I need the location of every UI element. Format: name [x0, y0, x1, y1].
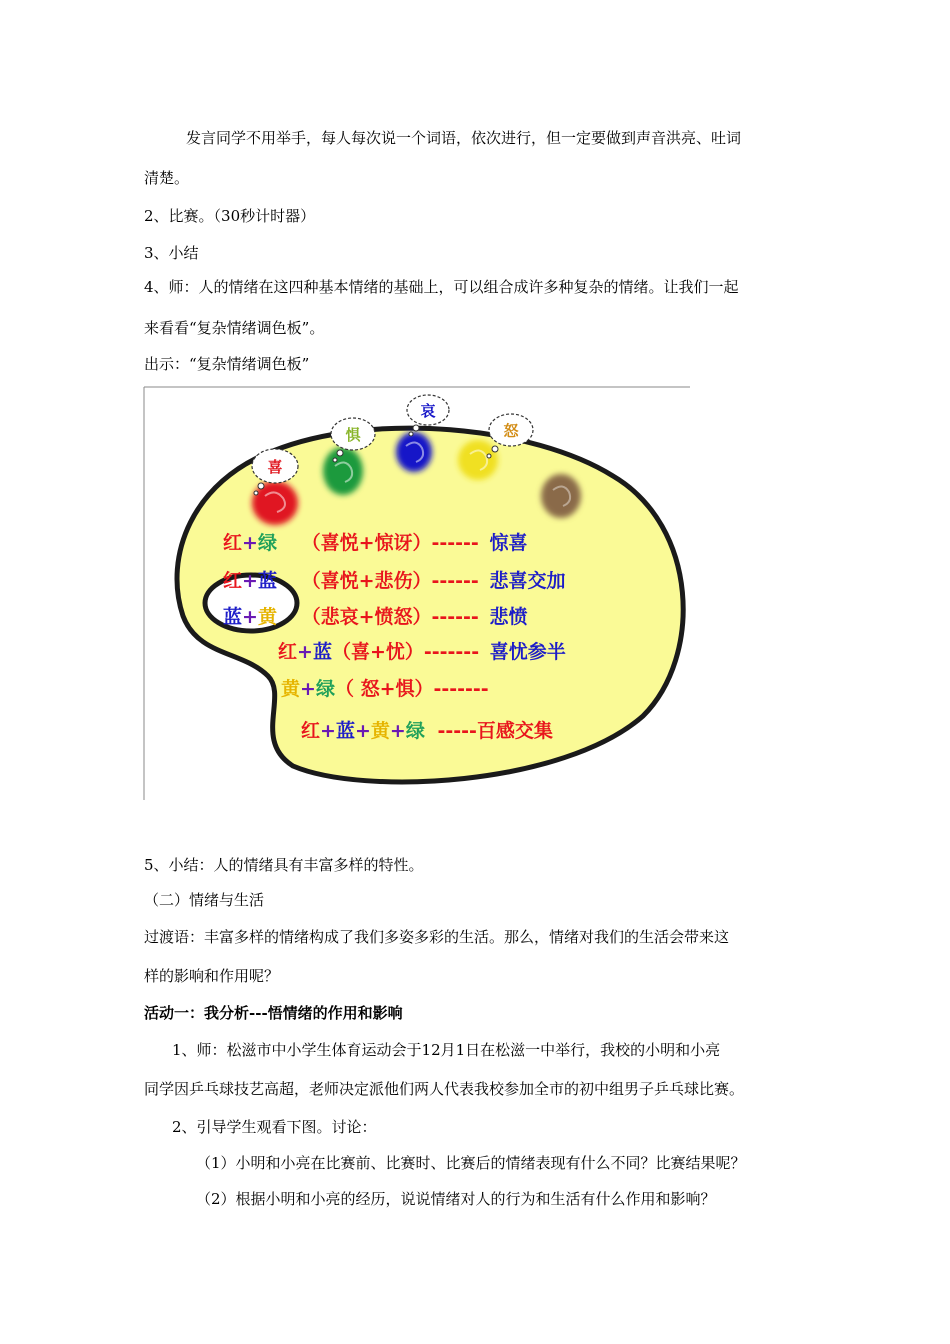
- bubble-label-fear: 惧: [345, 426, 361, 444]
- palette-row-5: [281, 677, 489, 701]
- emotion-result: 百感交集: [476, 720, 553, 742]
- paragraph-activity-1-line2: 同学因乒乓球技艺高超，老师决定派他们两人代表我校参加全市的初中组男子乒乓球比赛。: [144, 1080, 745, 1098]
- palette-row-1: [223, 531, 527, 555]
- emotion-result: 悲愤: [489, 606, 528, 628]
- plus-sign: +: [354, 720, 371, 742]
- emotion-formula: （喜+忧）-------: [331, 641, 480, 663]
- emotion-result: 悲喜交加: [489, 570, 566, 592]
- color-word: 红: [278, 641, 298, 663]
- color-word: 黄: [281, 678, 301, 700]
- emotion-formula: （ 怒+惧）-------: [334, 678, 489, 700]
- palette-row-2: [223, 569, 565, 593]
- plus-sign: +: [320, 720, 336, 742]
- plus-sign: +: [242, 532, 258, 554]
- color-word: 蓝: [257, 570, 277, 592]
- paragraph-rules-line1: 发言同学不用举手，每人每次说一个词语，依次进行，但一定要做到声音洪亮、吐词: [186, 129, 742, 147]
- color-word: 红: [223, 532, 243, 554]
- paragraph-transition-line1: 过渡语：丰富多样的情绪构成了我们多姿多彩的生活。那么，情绪对我们的生活会带来这: [144, 928, 730, 946]
- color-word: 红: [223, 570, 243, 592]
- palette-row-6: [301, 719, 553, 743]
- bubble-label-joy: 喜: [267, 458, 283, 476]
- paragraph-step-3: 3、小结: [144, 244, 199, 262]
- emotion-formula: -----: [437, 720, 477, 742]
- color-word: 蓝: [335, 720, 355, 742]
- paragraph-summary-5: 5、小结：人的情绪具有丰富多样的特性。: [144, 856, 424, 874]
- activity-heading: 活动一：我分析---悟情绪的作用和影响: [144, 1004, 403, 1022]
- plus-sign: +: [242, 606, 258, 628]
- emotion-palette-figure: [143, 386, 691, 800]
- paragraph-activity-2: 2、引导学生观看下图。讨论：: [172, 1118, 377, 1136]
- plus-sign: +: [389, 720, 406, 742]
- color-word: 绿: [257, 532, 277, 554]
- color-word: 蓝: [312, 641, 332, 663]
- color-word: 黄: [257, 606, 277, 628]
- palette-row-3: [223, 605, 527, 629]
- emotion-formula: （喜悦+悲伤）------: [301, 570, 479, 592]
- color-word: 红: [301, 720, 321, 742]
- paragraph-step-4-line2: 来看看“复杂情绪调色板”。: [144, 319, 325, 337]
- color-word: 绿: [315, 678, 335, 700]
- emotion-formula: （悲哀+愤怒）------: [301, 606, 479, 628]
- paragraph-step-4-line1: 4、师：人的情绪在这四种基本情绪的基础上，可以组合成许多种复杂的情绪。让我们一起: [144, 278, 739, 296]
- bubble-label-sorrow: 哀: [420, 402, 436, 420]
- emotion-result: 惊喜: [489, 532, 528, 554]
- palette-row-4: [278, 640, 566, 664]
- paragraph-step-2: 2、比赛。（30秒计时器）: [144, 207, 316, 225]
- paragraph-activity-1-line1: 1、师：松滋市中小学生体育运动会于12月1日在松滋一中举行，我校的小明和小亮: [172, 1041, 721, 1059]
- paragraph-show: 出示：“复杂情绪调色板”: [144, 355, 310, 373]
- paragraph-rules-line2: 清楚。: [144, 169, 190, 187]
- emotion-result: 喜忧参半: [489, 641, 566, 663]
- plus-sign: +: [300, 678, 316, 700]
- color-word: 绿: [405, 720, 425, 742]
- paint-blob-blue: [396, 432, 432, 472]
- emotion-formula: （喜悦+惊讶）------: [301, 532, 479, 554]
- color-word: 黄: [370, 720, 390, 742]
- discussion-question-1: （1）小明和小亮在比赛前、比赛时、比赛后的情绪表现有什么不同？比赛结果呢？: [196, 1154, 746, 1172]
- discussion-question-2: （2）根据小明和小亮的经历，说说情绪对人的行为和生活有什么作用和影响？: [196, 1190, 716, 1208]
- color-word: 蓝: [223, 606, 243, 628]
- plus-sign: +: [242, 570, 258, 592]
- paint-blob-brown: [541, 474, 581, 518]
- bubble-label-anger: 怒: [503, 422, 519, 440]
- paragraph-transition-line2: 样的影响和作用呢？: [144, 967, 280, 985]
- section-heading-emotion-life: （二）情绪与生活: [144, 891, 265, 909]
- plus-sign: +: [297, 641, 313, 663]
- paint-blob-yellow: [458, 440, 498, 480]
